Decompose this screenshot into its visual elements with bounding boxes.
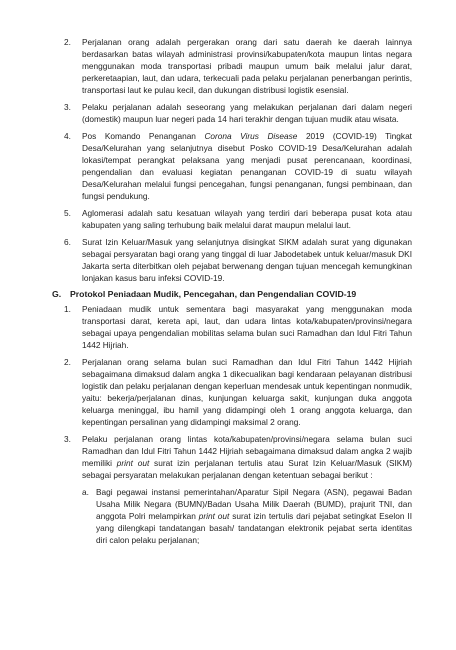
item-number: 2.: [64, 357, 71, 367]
item-text: [82, 433, 412, 481]
item-text: Perjalanan orang adalah pergerakan orang dari satu daerah ke daerah lainnya berdasarkan batas wilayah administrasi provinsi/kabupaten/kota maupun lintas negara menggunakan moda transportasi pribadi maupun umum baik melalui jalur darat, perkeretaapian, laut, dan udara, terkecuali pada pelaku perjalanan penerbangan perintis, transportasi laut ke pulau kecil, dan dukungan distribusi logistik esensial.: [82, 37, 412, 95]
definition-list: [64, 36, 412, 284]
protocol-list: [64, 303, 412, 481]
item-number: 3.: [64, 434, 71, 444]
item-text: [96, 486, 412, 546]
list-item: [64, 236, 412, 284]
list-item: [64, 130, 412, 202]
sub-list-item: [82, 486, 412, 546]
italic-term: print out: [198, 511, 230, 521]
item-number: 5.: [64, 208, 71, 218]
item-number: 6.: [64, 237, 71, 247]
italic-term: print out: [116, 458, 150, 468]
list-item: [64, 207, 412, 231]
section-title: Protokol Peniadaan Mudik, Pencegahan, dan Pengendalian COVID-19: [70, 289, 357, 299]
text-run: surat izin tertulis dari pejabat setingkat Eselon II yang dilengkapi tandatangan basah/ tandatangan elektronik pejabat serta identitas diri calon pelaku perjalanan;: [96, 511, 412, 545]
list-item: [64, 36, 412, 96]
text-run: Bagi pegawai instansi pemerintahan/Aparatur Sipil Negara (ASN), pegawai Badan Usaha Milik Negara (BUMN)/Badan Usaha Milik Daerah (BUMD), prajurit TNI, dan anggota Polri melampirkan: [96, 487, 412, 521]
italic-term: Corona Virus Disease: [204, 131, 298, 141]
item-text: Perjalanan orang selama bulan suci Ramadhan dan Idul Fitri Tahun 1442 Hijriah sebagaimana dimaksud dalam angka 1 dikecualikan bagi kendaraan pelayanan distribusi logistik dan pelaku perjalanan dengan keperluan mendesak untuk kepentingan nonmudik, yaitu: bekerja/perjalanan dinas, kunjungan keluarga sakit, kunjungan duka anggota keluarga meninggal, ibu hamil yang didampingi oleh 1 orang anggota keluarga, dan kepentingan persalinan yang didampingi maksimal 2 orang.: [82, 357, 412, 427]
list-item: [64, 101, 412, 125]
item-number: 1.: [64, 304, 71, 314]
text-run: 2019 (COVID-19) Tingkat Desa/Kelurahan yang selanjutnya disebut Posko COVID-19 Desa/Kelurahan adalah lokasi/tempat perangkat pelaksana yang menjadi pusat perencanaan, koordinasi, pengendalian dan evaluasi kegiatan penanganan COVID-19 di suatu wilayah Desa/Kelurahan melalui fungsi pencegahan, fungsi penanganan, fungsi pembinaan, dan fungsi pendukung.: [82, 131, 412, 201]
text-run: surat izin perjalanan tertulis atau Surat Izin Keluar/Masuk (SIKM) sebagai persyaratan melakukan perjalanan dengan ketentuan sebagai berikut :: [82, 458, 412, 480]
item-letter: a.: [82, 487, 89, 497]
item-number: 3.: [64, 102, 71, 112]
item-text: [82, 130, 412, 202]
item-text: Surat Izin Keluar/Masuk yang selanjutnya disingkat SIKM adalah surat yang digunakan sebagai persyaratan bagi orang yang tinggal di luar Jabodetabek untuk keluar/masuk DKI Jakarta serta diterbitkan oleh pejabat berwenang dengan tujuan mencegah kemungkinan lonjakan kasus baru infeksi COVID-19.: [82, 237, 412, 283]
list-item: [64, 303, 412, 351]
list-item: [64, 433, 412, 481]
item-text: Pelaku perjalanan adalah seseorang yang melakukan perjalanan dari dalam negeri (domestik) maupun luar negeri pada 14 hari terakhir dengan tujuan mudik atau wisata.: [82, 102, 412, 124]
section-heading: [52, 289, 412, 299]
item-text: Peniadaan mudik untuk sementara bagi masyarakat yang menggunakan moda transportasi darat, kereta api, laut, dan udara lintas kota/kabupaten/provinsi/negara sebagai upaya pengendalian mobilitas selama bulan suci Ramadhan dan Idul Fitri Tahun 1442 Hijriah.: [82, 304, 412, 350]
item-number: 4.: [64, 131, 71, 141]
list-item: [64, 356, 412, 428]
item-text: Aglomerasi adalah satu kesatuan wilayah yang terdiri dari beberapa pusat kota atau kabupaten yang saling terhubung baik melalui darat maupun melalui laut.: [82, 208, 412, 230]
text-run: Pos Komando Penanganan: [82, 131, 205, 141]
text-run: Pelaku perjalanan orang lintas kota/kabupaten/provinsi/negara selama bulan suci Ramadhan dan Idul Fitri Tahun 1442 Hijriah sebagaimana dimaksud dalam angka 2 wajib memiliki: [82, 434, 412, 468]
item-number: 2.: [64, 37, 71, 47]
section-letter: G.: [52, 289, 62, 299]
